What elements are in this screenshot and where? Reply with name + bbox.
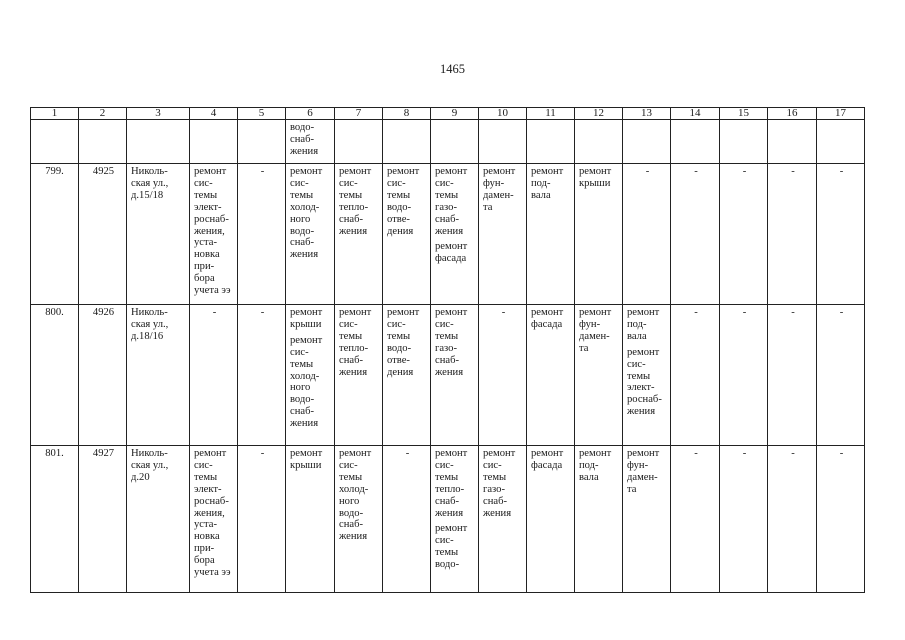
continuation-row [31, 120, 865, 164]
table-cell [768, 305, 817, 446]
cell-text: - [694, 448, 698, 459]
table-cell [817, 164, 865, 305]
table-row [31, 305, 865, 446]
cell-text: 801. [45, 448, 64, 459]
table-cell [238, 120, 286, 164]
cell-text: водо- снаб- жения [290, 122, 319, 157]
cell-text: - [260, 166, 265, 177]
cell-text: Николь- ская ул., д.18/16 [131, 307, 169, 342]
table-cell [720, 446, 768, 593]
table-cell [575, 446, 623, 593]
cell-text: ремонт крыши [290, 448, 323, 471]
cell-text: ремонт фасада [435, 241, 468, 265]
table-cell [527, 120, 575, 164]
table-cell [479, 446, 527, 593]
cell-text: - [742, 448, 747, 459]
cell-text: ремонт под- вала [531, 166, 564, 201]
cell-text: - [501, 307, 506, 318]
cell-text: - [212, 307, 217, 318]
cell-text: ремонт сис- темы тепло- снаб- жения [435, 448, 468, 519]
header-cell: 7 [335, 108, 383, 120]
cell-text: ремонт сис- темы холод- ного водо- снаб- жения [290, 334, 323, 430]
cell-text: ремонт крыши [579, 166, 612, 189]
table-cell [79, 446, 127, 593]
cell-text: ремонт фун- дамен- та [579, 307, 612, 354]
cell-text: - [742, 307, 747, 318]
table-cell [79, 305, 127, 446]
table-cell [127, 164, 190, 305]
table-cell [383, 305, 431, 446]
table-cell [527, 164, 575, 305]
table-cell [286, 446, 335, 593]
table-cell [190, 305, 238, 446]
table-cell [768, 164, 817, 305]
cell-text: ремонт под- вала [579, 448, 612, 483]
table-cell [720, 305, 768, 446]
header-cell: 17 [817, 108, 865, 120]
table-cell [127, 305, 190, 446]
cell-text: ремонт сис- темы элект- роснаб- жения, уста- новка при- бора учета ээ [194, 166, 231, 297]
header-cell: 6 [286, 108, 335, 120]
cell-text: ремонт сис- темы тепло- снаб- жения [339, 166, 372, 237]
cell-text: - [694, 307, 698, 318]
table-cell [431, 446, 479, 593]
cell-text: - [645, 166, 650, 177]
cell-text: ремонт сис- темы водо- отве- дения [387, 166, 420, 237]
cell-text: - [260, 307, 265, 318]
table-cell [79, 164, 127, 305]
header-cell: 5 [238, 108, 286, 120]
header-cell: 2 [79, 108, 127, 120]
cell-text: 4927 [92, 448, 115, 459]
header-cell: 15 [720, 108, 768, 120]
cell-text: ремонт фун- дамен- та [483, 166, 516, 213]
table-cell [817, 120, 865, 164]
cell-text: - [260, 448, 265, 459]
table-cell [335, 120, 383, 164]
cell-text: ремонт сис- темы элект- роснаб- жения, уста- новка при- бора учета ээ [194, 448, 231, 579]
table-cell [720, 164, 768, 305]
table-cell [190, 446, 238, 593]
header-cell: 1 [31, 108, 79, 120]
table-cell [127, 120, 190, 164]
header-row [31, 108, 865, 120]
table-cell [79, 120, 127, 164]
table-cell [335, 305, 383, 446]
page-number: 1465 [440, 62, 465, 76]
table-cell [190, 120, 238, 164]
header-cell: 14 [671, 108, 720, 120]
table-cell [623, 164, 671, 305]
table-cell [671, 305, 720, 446]
table-cell [623, 446, 671, 593]
table-cell [720, 120, 768, 164]
table-cell [479, 305, 527, 446]
cell-text: ремонт фасада [531, 307, 564, 330]
cell-text: ремонт сис- темы элект- роснаб- жения [627, 346, 662, 418]
table-cell [31, 120, 79, 164]
table-cell [286, 164, 335, 305]
table-cell [817, 446, 865, 593]
cell-text: ремонт сис- темы водо- [435, 523, 468, 571]
cell-text: ремонт сис- темы газо- снаб- жения [435, 307, 468, 378]
table-cell [817, 305, 865, 446]
table-row [31, 164, 865, 305]
header-cell: 4 [190, 108, 238, 120]
table-cell [383, 120, 431, 164]
table-cell [335, 446, 383, 593]
cell-text: 4925 [92, 166, 115, 177]
cell-text: 799. [45, 166, 64, 177]
table-cell [431, 120, 479, 164]
table-cell [383, 446, 431, 593]
header-cell: 10 [479, 108, 527, 120]
cell-text: - [839, 448, 844, 459]
table-cell [623, 120, 671, 164]
table-cell [575, 120, 623, 164]
table-cell [383, 164, 431, 305]
cell-text: - [405, 448, 410, 459]
cell-text: ремонт сис- темы холод- ного водо- снаб- жения [290, 166, 323, 261]
table-cell [238, 446, 286, 593]
header-cell: 8 [383, 108, 431, 120]
header-cell: 13 [623, 108, 671, 120]
table-cell [527, 446, 575, 593]
table-cell [238, 164, 286, 305]
table-cell [527, 305, 575, 446]
cell-text: ремонт фун- дамен- та [627, 448, 660, 495]
cell-text: ремонт сис- темы холод- ного водо- снаб- жения [339, 448, 372, 543]
cell-text: ремонт сис- темы тепло- снаб- жения [339, 307, 372, 378]
table-cell [575, 305, 623, 446]
header-cell: 9 [431, 108, 479, 120]
table-cell [286, 120, 335, 164]
table-cell [127, 446, 190, 593]
cell-text: ремонт сис- темы газо- снаб- жения [483, 448, 516, 519]
table-cell [31, 446, 79, 593]
table-cell [190, 164, 238, 305]
header-cell: 3 [127, 108, 190, 120]
table-cell [671, 446, 720, 593]
header-cell: 16 [768, 108, 817, 120]
cell-text: ремонт сис- темы газо- снаб- жения [435, 166, 468, 237]
table-row [31, 446, 865, 593]
cell-text: - [839, 166, 844, 177]
cell-text: ремонт фасада [531, 448, 564, 471]
cell-text: - [839, 307, 844, 318]
cell-text: 800. [45, 307, 64, 318]
table-cell [286, 305, 335, 446]
table-cell [431, 164, 479, 305]
repair-schedule-table [30, 107, 865, 593]
cell-text: - [791, 448, 795, 459]
table-cell [238, 305, 286, 446]
table-cell [671, 164, 720, 305]
cell-text: Николь- ская ул., д.20 [131, 448, 169, 483]
table-cell [31, 305, 79, 446]
cell-text: - [791, 166, 795, 177]
table-cell [671, 120, 720, 164]
table-cell [623, 305, 671, 446]
table-cell [335, 164, 383, 305]
table-cell [31, 164, 79, 305]
table-cell [768, 446, 817, 593]
cell-text: - [694, 166, 698, 177]
header-cell: 12 [575, 108, 623, 120]
table-cell [479, 164, 527, 305]
cell-text: ремонт сис- темы водо- отве- дения [387, 307, 420, 378]
table-cell [768, 120, 817, 164]
table-cell [431, 305, 479, 446]
cell-text: ремонт крыши [290, 307, 323, 330]
cell-text: - [742, 166, 747, 177]
cell-text: 4926 [92, 307, 115, 318]
table-cell [479, 120, 527, 164]
cell-text: - [791, 307, 795, 318]
header-cell: 11 [527, 108, 575, 120]
table-cell [575, 164, 623, 305]
cell-text: ремонт под- вала [627, 307, 660, 342]
cell-text: Николь- ская ул., д.15/18 [131, 166, 169, 201]
